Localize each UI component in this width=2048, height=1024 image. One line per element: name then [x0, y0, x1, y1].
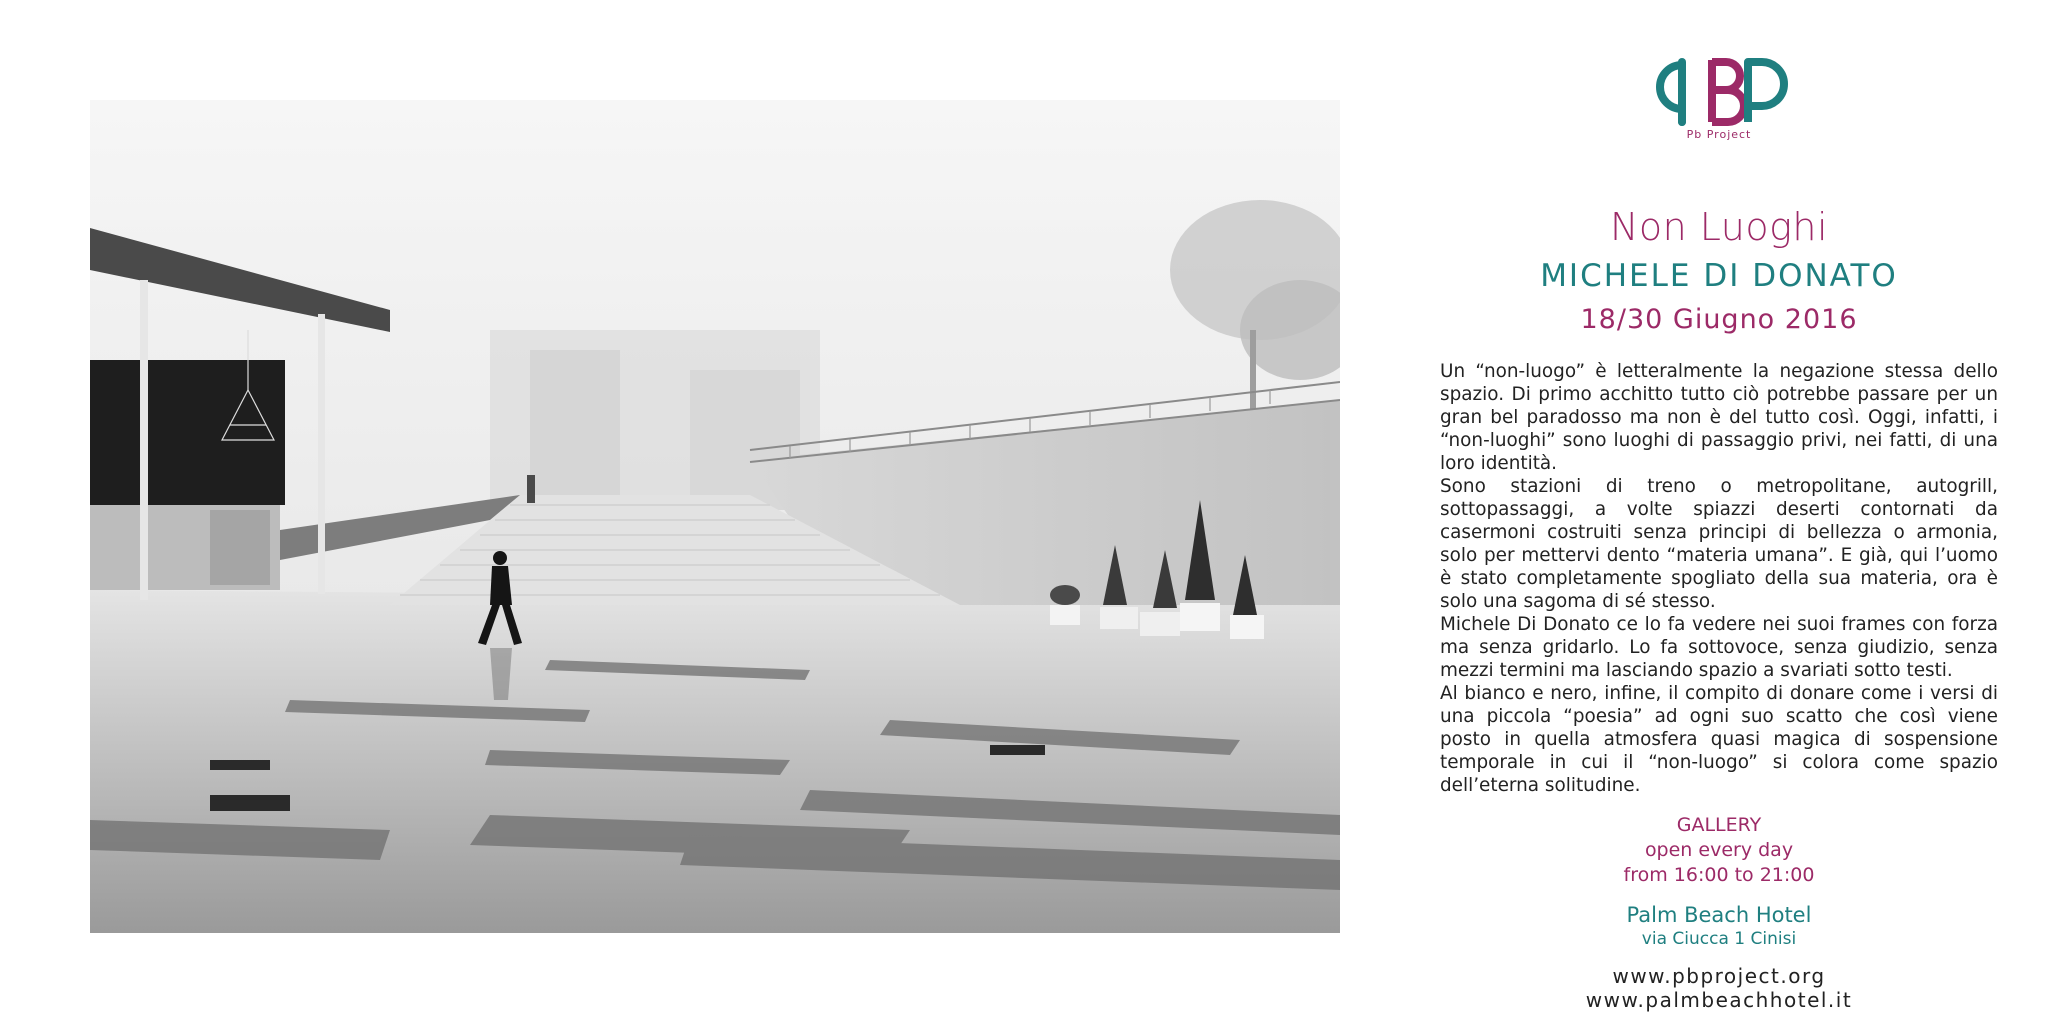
website-link-palmbeach[interactable]: www.palmbeachhotel.it	[1585, 988, 1853, 1012]
description-paragraph: Un “non-luogo” è letteralmente la negazione stessa dello spazio. Di primo acchitto tutto ciò potrebbe passare per un gran bel paradosso ma non è del tutto così. Oggi, infatti, i “non-luoghi” sono luoghi di passaggio privi, nei fatti, di una loro identità.	[1440, 361, 1998, 474]
foggy-square-image	[90, 100, 1340, 933]
artist-name: MICHELE DI DONATO	[1540, 258, 1898, 294]
gallery-label: GALLERY	[1676, 814, 1762, 836]
exhibition-info	[1440, 50, 1998, 1012]
exhibition-photo	[90, 100, 1340, 933]
venue-name: Palm Beach Hotel	[1626, 903, 1812, 927]
gallery-hours-text: from 16:00 to 21:00	[1623, 864, 1815, 886]
exhibition-dates: 18/30 Giugno 2016	[1580, 304, 1858, 335]
exhibition-title: Non Luoghi	[1609, 205, 1829, 249]
description-paragraph: Sono stazioni di treno o metropolitane, autogrill, sottopassaggi, a volte spiazzi deserti contornati da casermoni costruiti senza principi di bellezza o armonia, solo per mettervi dento “materia umana”. E già, qui l’uomo è stato completamente spogliato della sua materia, ora è solo una sagoma di sé stesso.	[1440, 476, 1998, 612]
pbp-logo-icon	[1644, 50, 1794, 142]
website-link-pbproject[interactable]: www.pbproject.org	[1612, 964, 1826, 988]
pb-project-logo	[1644, 50, 1794, 142]
venue-address: via Ciucca 1 Cinisi	[1641, 929, 1797, 949]
exhibition-description	[1440, 360, 1998, 797]
gallery-open: open every day	[1644, 839, 1794, 861]
description-paragraph: Michele Di Donato ce lo fa vedere nei suoi frames con forza ma senza gridarlo. Lo fa sottovoce, senza giudizio, senza mezzi termini ma lasciando spazio a svariati sotto testi.	[1440, 614, 1998, 681]
logo-subtitle: Pb Project	[1686, 128, 1752, 141]
description-paragraph: Al bianco e nero, infine, il compito di donare come i versi di una piccola “poesia” ad ogni suo scatto che così viene posto in quella atmosfera quasi magica di sospensione temporale in cui il “non-luogo” si colora come spazio dell’eterna solitudine.	[1440, 683, 1998, 796]
gallery-hours	[1440, 813, 1998, 888]
websites	[1440, 964, 1998, 1012]
